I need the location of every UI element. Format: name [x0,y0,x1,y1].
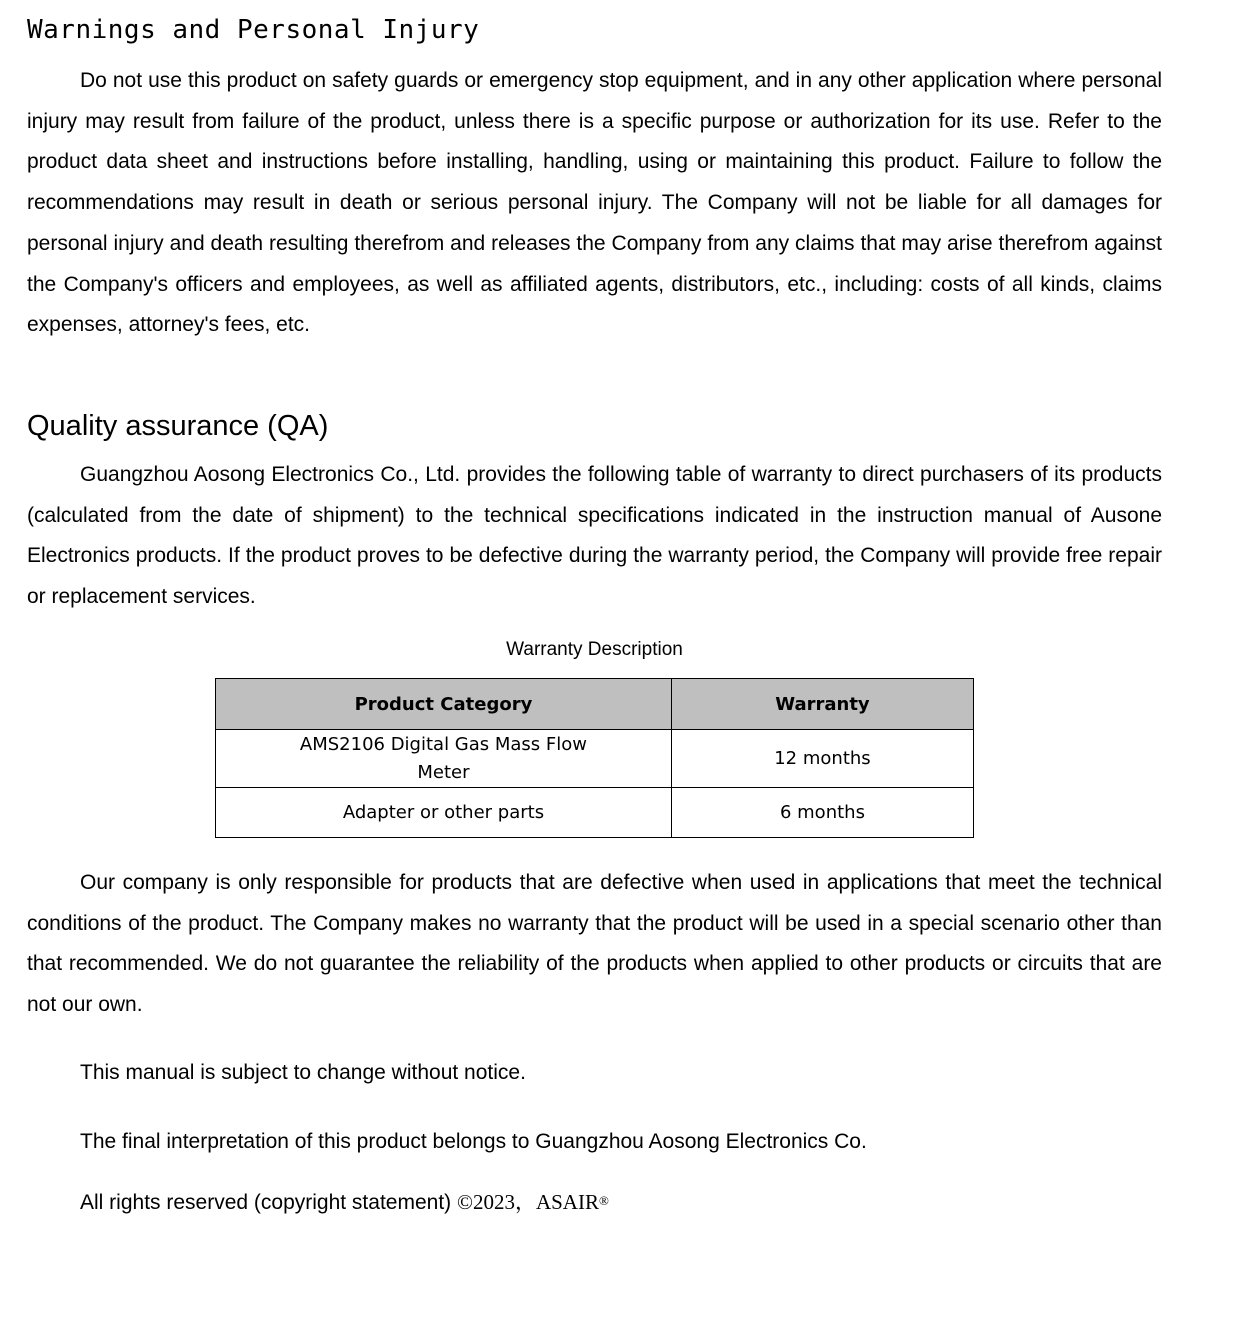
copyright-year-brand: ©2023，ASAIR [456,1190,599,1214]
qa-paragraph: Guangzhou Aosong Electronics Co., Ltd. provides the following table of warranty to direct purchasers of its products (calculated from the date of shipment) to the technical specifications indicated in the instruction manual of Ausone Electronics products. If the product proves to be defective during the warranty period, the Company will provide free repair or replacement services. [27,463,1162,609]
warnings-paragraph: Do not use this product on safety guards or emergency stop equipment, and in any other application where personal injury may result from failure of the product, unless there is a specific purpose or authorization for its use. Refer to the product data sheet and instructions before installing, handling, using or maintaining this product. Failure to follow the recommendations may result in death or serious personal injury. The Company will not be liable for all damages for personal injury and death resulting therefrom and releases the Company from any claims that may arise therefrom against the Company's officers and employees, as well as affiliated agents, distributors, etc., including: costs of all kinds, claims expenses, attorney's fees, etc. [27,69,1162,337]
header-product-category: Product Category [216,679,672,730]
table-row [216,788,974,838]
registered-mark: ® [598,1193,609,1208]
table-cell-category: Adapter or other parts [216,788,672,838]
responsibility-paragraph: Our company is only responsible for products that are defective when used in applications that meet the technical conditions of the product. The Company makes no warranty that the product will be used in a special scenario other than that recommended. We do not guarantee the reliability of the products when applied to other products or circuits that are not our own. [27,871,1162,1017]
copyright-prefix: All rights reserved (copyright statement) [80,1191,457,1214]
table-header-row [216,679,974,730]
table-cell-category [216,730,672,788]
warranty-table [215,678,974,838]
header-warranty: Warranty [671,679,973,730]
category-text: AMS2106 Digital Gas Mass Flow Meter [299,733,587,783]
copyright-statement [80,1187,609,1218]
table-cell-warranty: 6 months [671,788,973,838]
change-notice: This manual is subject to change without notice. [80,1061,526,1084]
table-caption: Warranty Description [506,639,683,660]
warnings-heading: Warnings and Personal Injury [27,15,480,45]
qa-heading: Quality assurance (QA) [27,410,329,442]
table-row [216,730,974,788]
table-cell-warranty: 12 months [671,730,973,788]
interpretation-notice: The final interpretation of this product belongs to Guangzhou Aosong Electronics Co. [80,1130,867,1153]
